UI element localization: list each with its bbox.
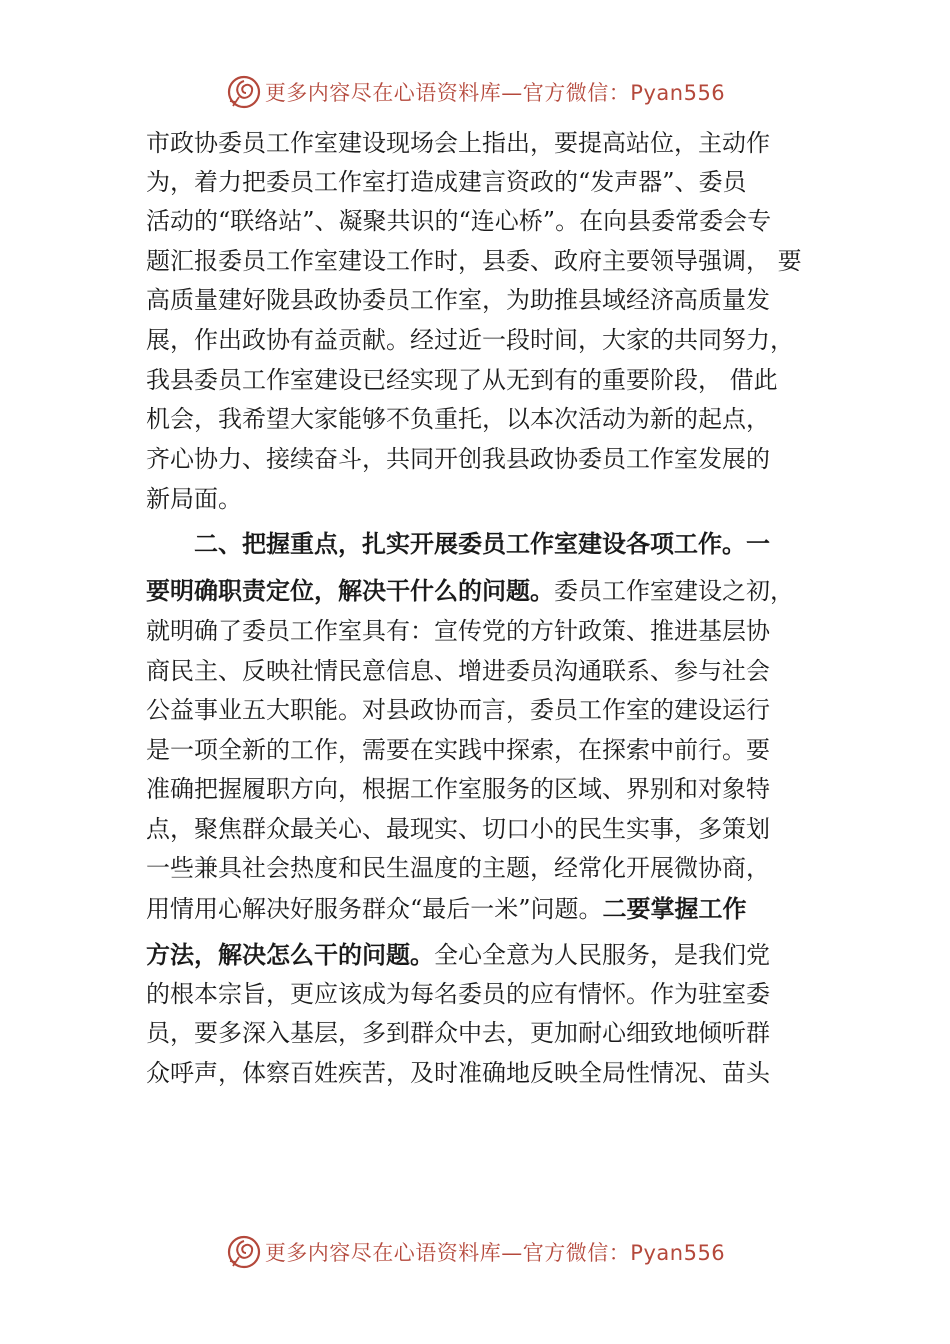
paragraph-line: 的根本宗旨，更应该成为每名委员的应有情怀。作为驻室委 bbox=[146, 980, 770, 1008]
paragraph-line: 众呼声，体察百姓疾苦，及时准确地反映全局性情况、苗头 bbox=[146, 1059, 770, 1087]
paragraph-line: 活动的“联络站”、凝聚共识的“连心桥”。在向县委常委会专 bbox=[146, 207, 772, 235]
rose-logo-icon bbox=[225, 1233, 263, 1271]
paragraph-line: 一些兼具社会热度和民生温度的主题，经常化开展微协商， bbox=[146, 854, 770, 882]
paragraph-line: 高质量建好陇县政协委员工作室，为助推县域经济高质量发 bbox=[146, 286, 770, 314]
paragraph-line: 为，着力把委员工作室打造成建言资政的“发声器”、委员 bbox=[146, 168, 747, 196]
point2-heading-start: 二要掌握工作 bbox=[602, 894, 747, 923]
paragraph-line: 展，作出政协有益贡献。经过近一段时间，大家的共同努力， bbox=[146, 326, 794, 354]
paragraph-line: 准确把握履职方向，根据工作室服务的区域、界别和对象特 bbox=[146, 775, 770, 803]
paragraph-line: 就明确了委员工作室具有：宣传党的方针政策、推进基层协 bbox=[146, 617, 770, 645]
paragraph-line: 新局面。 bbox=[146, 485, 242, 513]
paragraph-line: 公益事业五大职能。对县政协而言，委员工作室的建设运行 bbox=[146, 696, 770, 724]
point2-bold: 方法，解决怎么干的问题。 bbox=[146, 940, 434, 969]
footer-banner-text: 更多内容尽在心语资料库—官方微信：Pyan556 bbox=[264, 1241, 726, 1265]
point2-rest: 全心全意为人民服务，是我们党 bbox=[434, 941, 770, 969]
paragraph-line: 点，聚焦群众最关心、最现实、切口小的民生实事，多策划 bbox=[146, 815, 770, 843]
paragraph-line: 机会，我希望大家能够不负重托，以本次活动为新的起点， bbox=[146, 405, 770, 433]
paragraph-line bbox=[146, 940, 770, 970]
paragraph-line: 是一项全新的工作，需要在实践中探索，在探索中前行。要 bbox=[146, 736, 770, 764]
paragraph-line: 齐心协力、接续奋斗，共同开创我县政协委员工作室发展的 bbox=[146, 445, 770, 473]
point1-rest: 委员工作室建设之初， bbox=[554, 577, 794, 605]
header-banner-text: 更多内容尽在心语资料库—官方微信：Pyan556 bbox=[264, 81, 726, 105]
point1-bold: 要明确职责定位，解决干什么的问题。 bbox=[146, 576, 554, 605]
paragraph-line: 商民主、反映社情民意信息、增进委员沟通联系、参与社会 bbox=[146, 657, 770, 685]
footer-banner bbox=[0, 1232, 950, 1272]
paragraph-line: 员，要多深入基层，多到群众中去，更加耐心细致地倾听群 bbox=[146, 1019, 770, 1047]
mixed-normal: 用情用心解决好服务群众“最后一米”问题。 bbox=[146, 895, 603, 923]
section-heading: 二、把握重点，扎实开展委员工作室建设各项工作。一 bbox=[194, 529, 770, 558]
paragraph-line bbox=[146, 894, 747, 924]
paragraph-line bbox=[146, 576, 794, 606]
paragraph-line: 我县委员工作室建设已经实现了从无到有的重要阶段， 借此 bbox=[146, 366, 778, 394]
paragraph-line: 题汇报委员工作室建设工作时，县委、政府主要领导强调， 要 bbox=[146, 247, 802, 275]
paragraph-line: 市政协委员工作室建设现场会上指出，要提高站位，主动作 bbox=[146, 129, 770, 157]
